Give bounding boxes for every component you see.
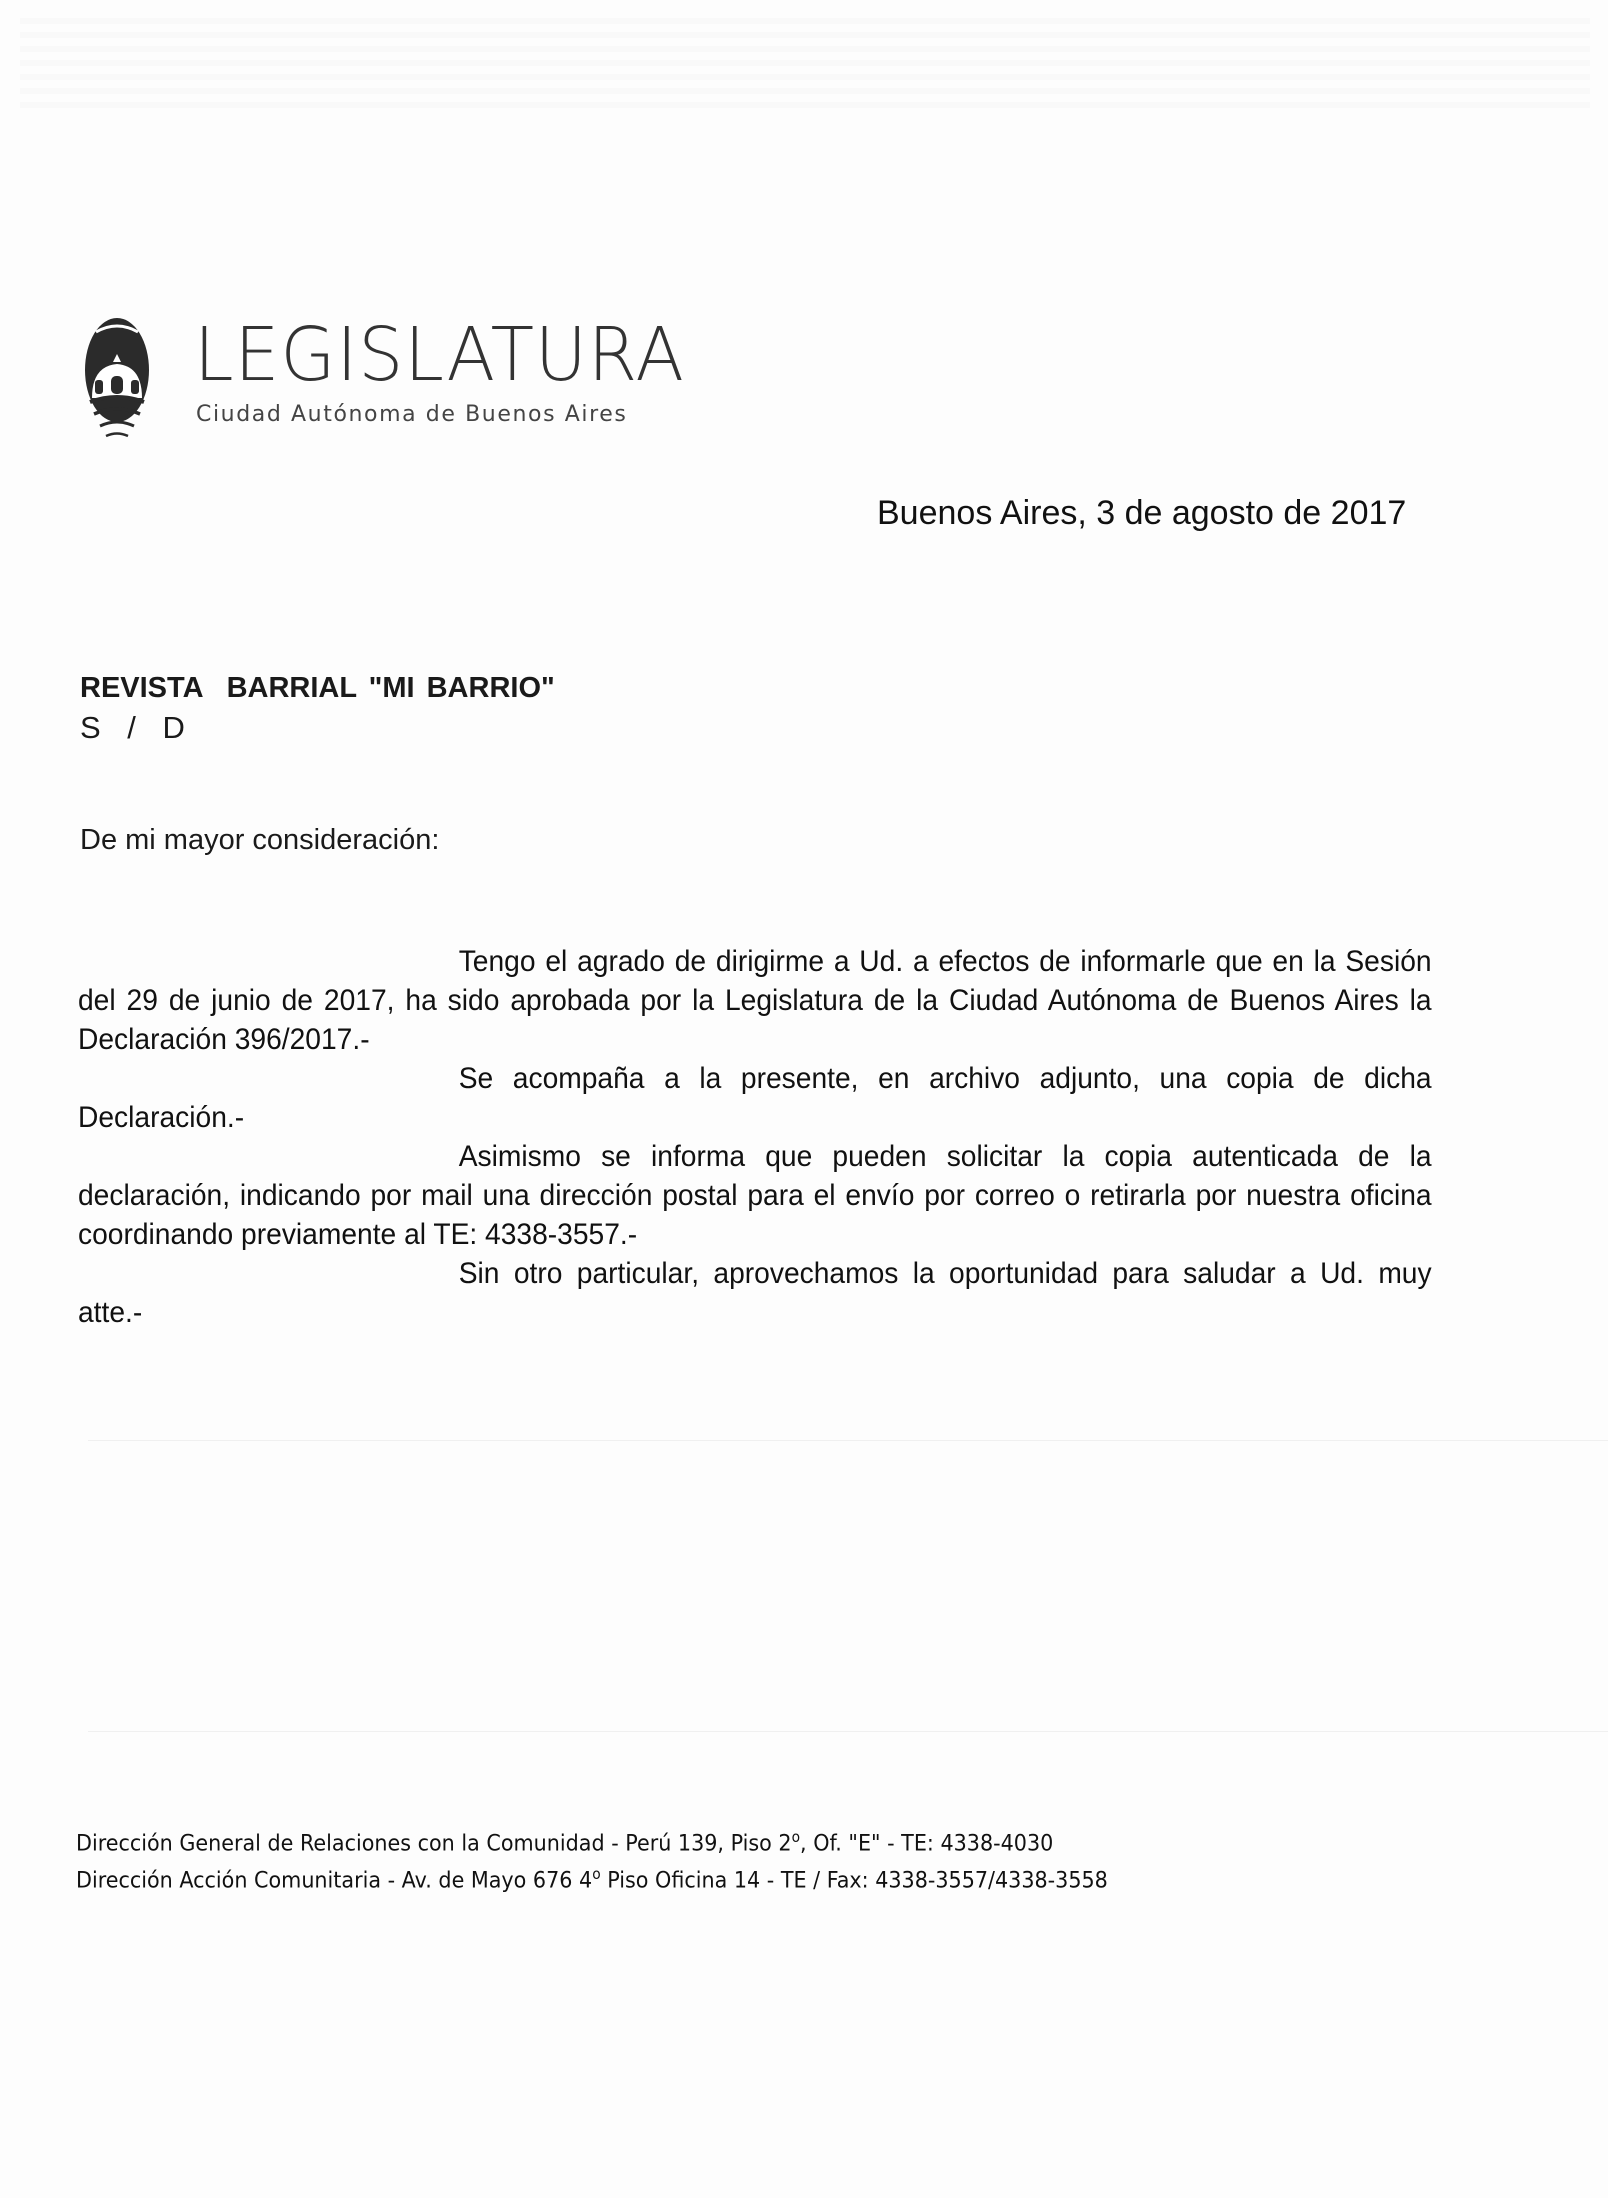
letterhead-subtitle: Ciudad Autónoma de Buenos Aires: [196, 402, 628, 427]
salutation: De mi mayor consideración:: [80, 824, 440, 856]
recipient-name: REVISTA BARRIAL "MI BARRIO": [80, 672, 555, 704]
footer-line-general-direction: [76, 1822, 1108, 1859]
letterhead-logo: [84, 314, 705, 450]
footer-text: Dirección Acción Comunitaria - Av. de Mayo 676 4: [76, 1867, 593, 1893]
footer-text: Piso Oficina 14 - TE / Fax: 4338-3557/4338-3558: [600, 1867, 1108, 1893]
footer-contacts: [76, 1822, 1108, 1895]
letter-body: [78, 942, 1432, 1332]
body-paragraph: Asimismo se informa que pueden solicitar la copia autenticada de la declaración, indicando por mail una dirección postal para el envío por correo o retirarla por nuestra oficina coordinando previamente al TE: 4338-3557.-: [78, 1140, 1432, 1251]
footer-text: , Of. "E" - TE: 4338-4030: [800, 1830, 1054, 1857]
letterhead-title: LEGISLATURA: [194, 312, 685, 398]
body-paragraph: Sin otro particular, aprovechamos la oportunidad para saludar a Ud. muy atte.-: [78, 1257, 1432, 1329]
letter-date: Buenos Aires, 3 de agosto de 2017: [877, 494, 1407, 532]
scan-show-through: [20, 18, 1590, 113]
body-paragraph: Se acompaña a la presente, en archivo adjunto, una copia de dicha Declaración.-: [78, 1062, 1432, 1134]
scan-show-through-table: [88, 1440, 1608, 1732]
recipient-block: [80, 668, 555, 748]
recipient-sd: S / D: [80, 710, 187, 745]
footer-ordinal: o: [791, 1828, 801, 1846]
footer-ordinal: o: [592, 1864, 601, 1883]
footer-text: Dirección General de Relaciones con la Comunidad - Perú 139, Piso 2: [76, 1830, 792, 1857]
body-paragraph: Tengo el agrado de dirigirme a Ud. a efectos de informarle que en la Sesión del 29 de junio de 2017, ha sido aprobada por la Legislatura de la Ciudad Autónoma de Buenos Aires la Declaración 396/2017.-: [78, 945, 1432, 1056]
footer-line-community-action: [76, 1859, 1108, 1896]
legislature-dome-icon: [84, 318, 150, 450]
